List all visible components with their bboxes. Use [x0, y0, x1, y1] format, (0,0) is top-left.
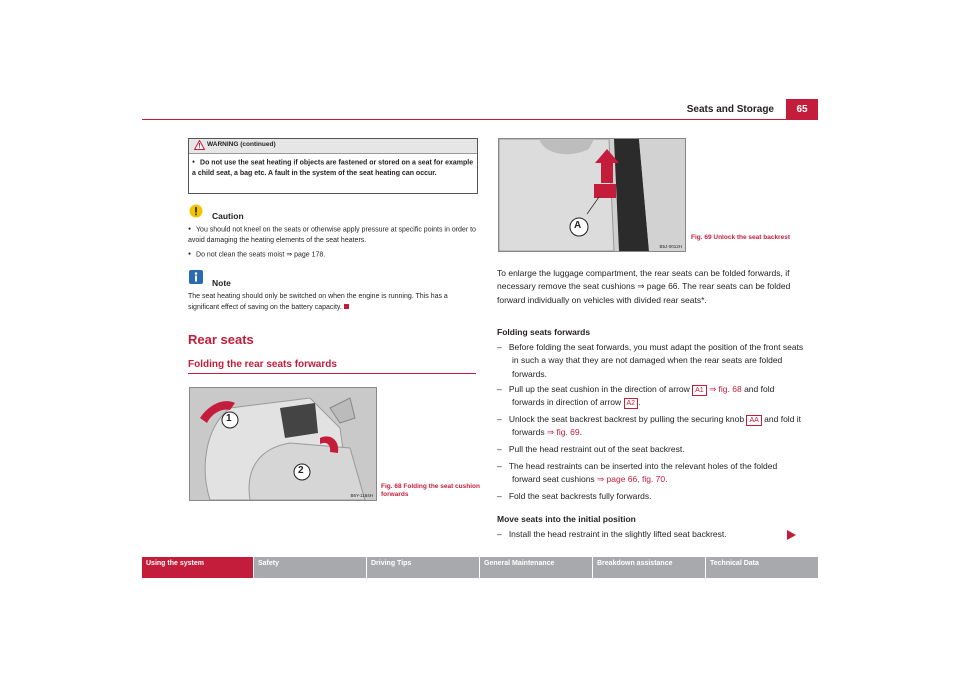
- figure-68-marker-1: 1: [226, 413, 232, 424]
- fold-step-3-text-a: Unlock the seat backrest backrest by pulling the securing knob: [508, 414, 747, 424]
- warning-header: [189, 139, 477, 154]
- caution-icon: [189, 204, 203, 218]
- fold-step-3: – Unlock the seat backrest backrest by pulling the securing knob AA and fold it forwards ⇒ fig. 69.: [497, 414, 802, 438]
- figure-69-code: B5J-0012H: [659, 244, 682, 249]
- knob-key-aa: AA: [746, 415, 761, 426]
- figure-68-caption: Fig. 68 Folding the seat cushion forwards: [381, 483, 480, 498]
- note-text: [188, 291, 480, 313]
- section-title: Rear seats: [188, 332, 254, 347]
- caution-item-1: ● You should not kneel on the seats or otherwise apply pressure at specific points in order to avoid damaging the heating elements of the seat heaters.: [188, 224, 480, 246]
- warning-icon: [194, 140, 205, 150]
- fold-step-6: – Fold the seat backrests fully forwards.: [497, 491, 652, 501]
- initial-step-1-text: Install the head restraint in the slightly lifted seat backrest.: [508, 529, 727, 539]
- seat-backrest-illustration: [499, 139, 685, 251]
- fold-step-4-text: Pull the head restraint out of the seat backrest.: [508, 444, 685, 454]
- caution-item-2-text: Do not clean the seats moist: [196, 251, 287, 259]
- header-rule: [142, 119, 818, 120]
- warning-text: ● Do not use the seat heating if objects are fastened or stored on a seat for example a child seat, a bag etc. A fault in the system of the seat heating can occur.: [189, 154, 477, 179]
- note-label: Note: [212, 278, 231, 288]
- footer-tab-breakdown-assistance[interactable]: Breakdown assistance: [593, 557, 705, 578]
- fold-step-6-text: Fold the seat backrests fully forwards.: [508, 491, 652, 501]
- fold-step-5-text-a: The head restraints can be inserted into the relevant holes of the folded forward seat cushions: [508, 461, 778, 485]
- section-subtitle: Folding the rear seats forwards: [188, 359, 337, 370]
- footer-tab-general-maintenance[interactable]: General Maintenance: [480, 557, 592, 578]
- fold-step-5: – The head restraints can be inserted into the relevant holes of the folded forward seat cushions ⇒ page 66, fig. 70.: [497, 461, 778, 485]
- fold-step-1-text: Before folding the seat forwards, you must adapt the position of the front seats in such a way that they are not damaged when the rear seats are folded forwards.: [508, 342, 804, 379]
- arrow-key-a1: A1: [692, 385, 707, 396]
- fold-heading: Folding seats forwards: [497, 327, 591, 337]
- figure-69-caption: Fig. 69 Unlock the seat backrest: [691, 234, 790, 241]
- fold-step-2-text-c: .: [638, 397, 641, 408]
- warning-box: [188, 138, 478, 194]
- figure-68-image: [189, 387, 377, 501]
- end-square-icon: [344, 304, 349, 309]
- note-icon: [189, 270, 203, 284]
- caution-item-2-ref[interactable]: ⇒ page 178: [286, 251, 324, 259]
- fold-step-1: – Before folding the seat forwards, you must adapt the position of the front seats in such a way that they are not damaged when the rear seats are folded forwards.: [497, 342, 804, 379]
- page-header-title: Seats and Storage: [686, 104, 774, 115]
- seat-cushion-illustration: [190, 388, 376, 500]
- fold-step-4: – Pull the head restraint out of the seat backrest.: [497, 444, 685, 454]
- next-page-arrow-icon[interactable]: [787, 530, 796, 540]
- initial-heading: Move seats into the initial position: [497, 514, 636, 524]
- figure-68-marker-2: 2: [298, 465, 304, 476]
- section-rule: [188, 373, 476, 374]
- note-body: The seat heating should only be switched on when the engine is running. This has a significant effect of saving on the battery capacity.: [188, 293, 448, 311]
- footer-tab-technical-data[interactable]: Technical Data: [706, 557, 818, 578]
- arrow-key-a2: A2: [624, 398, 639, 409]
- fold-step-2: – Pull up the seat cushion in the direction of arrow A1 ⇒ fig. 68 and fold forwards in direction of arrow A2 .: [497, 384, 775, 408]
- figure-68-code: B6Y-1184H: [350, 493, 373, 498]
- footer-tab-driving-tips[interactable]: Driving Tips: [367, 557, 479, 578]
- fold-step-3-ref[interactable]: ⇒ fig. 69: [546, 427, 580, 438]
- intro-paragraph: To enlarge the luggage compartment, the rear seats can be folded forwards, if necessary remove the seat cushions ⇒ page 66. The rear seats can be folded forward individually on vehicles with divided rear seats*.: [497, 268, 791, 305]
- figure-69-marker-a: A: [574, 220, 582, 231]
- fold-step-3-text-b: and fold it forwards: [512, 414, 802, 438]
- caution-item-2-end: .: [323, 251, 326, 259]
- caution-label: Caution: [212, 211, 244, 221]
- fold-step-5-text-c: .: [665, 474, 668, 485]
- fold-step-5-ref[interactable]: ⇒ page 66, fig. 70: [597, 474, 666, 485]
- footer-tab-safety[interactable]: Safety: [254, 557, 366, 578]
- warning-heading: WARNING (continued): [207, 141, 276, 148]
- fold-step-3-text-c: .: [579, 427, 582, 438]
- fold-step-2-text-b: and fold forwards in direction of arrow: [512, 384, 775, 408]
- initial-step-1: – Install the head restraint in the slightly lifted seat backrest.: [497, 529, 727, 539]
- footer-tab-using-the-system[interactable]: Using the system: [142, 557, 253, 578]
- fold-step-2-ref[interactable]: ⇒ fig. 68: [706, 384, 742, 394]
- figure-69-image: [498, 138, 686, 252]
- caution-item-2: [188, 249, 480, 260]
- page-number: 65: [786, 99, 818, 119]
- fold-step-2-text-a: Pull up the seat cushion in the direction of arrow: [508, 384, 693, 394]
